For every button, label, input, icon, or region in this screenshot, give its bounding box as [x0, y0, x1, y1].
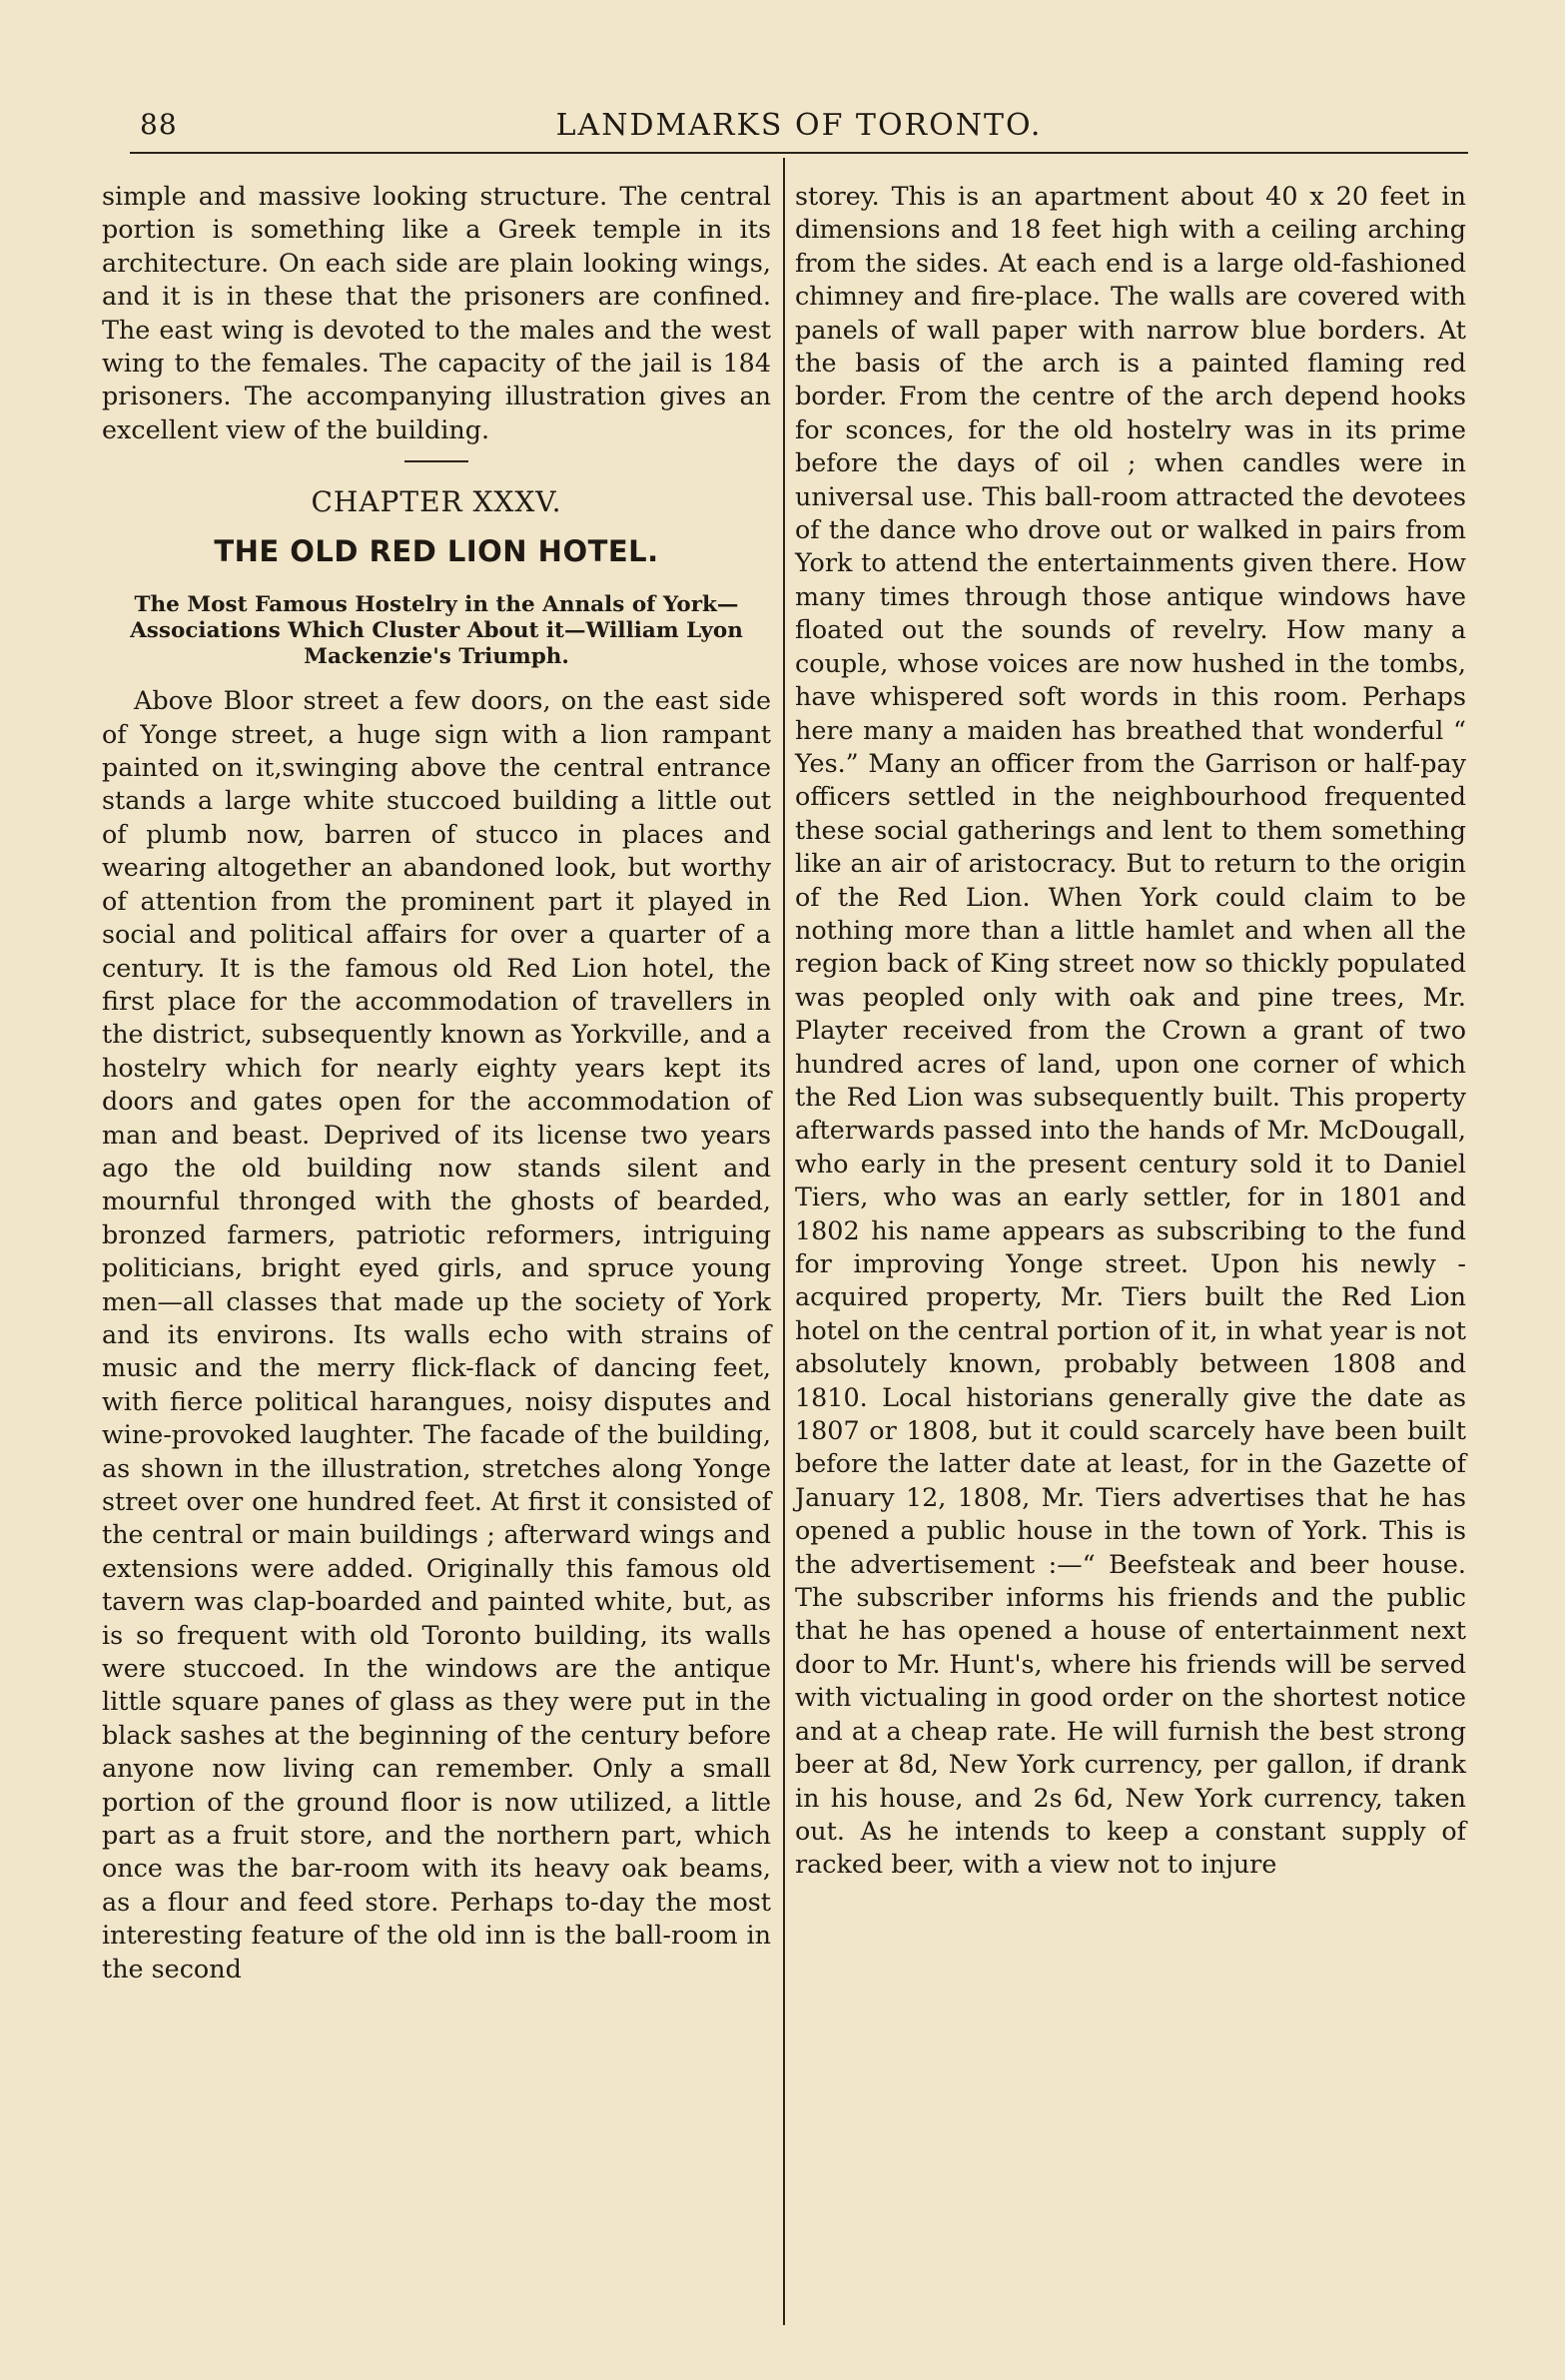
chapter-title: THE OLD RED LION HOTEL.: [214, 534, 659, 569]
right-column: [795, 180, 1466, 1882]
column-divider: [783, 158, 785, 2325]
chapter-heading: CHAPTER XXXV.: [311, 485, 562, 519]
body-paragraph: Above Bloor street a few doors, on the east side of Yonge street, a huge sign with a lion rampant painted on it,swinging above the central entrance stands a large white stuccoed building a little out of plumb now, barren of stucco in places and wearing altogether an abandoned look, but worthy of attention from the prominent part it played in social and political affairs for over a quarter of a century. It is the famous old Red Lion hotel, the first place for the accommodation of travellers in the district, subsequently known as Yorkville, and a hostelry which for nearly eighty years kept its doors and gates open for the accommodation of man and beast. Deprived of its license two years ago the old building now stands silent and mournful thronged with the ghosts of bearded, bronzed farmers, patriotic reformers, intriguing politicians, bright eyed girls, and spruce young men—all classes that made up the society of York and its environs. Its walls echo with strains of music and the merry flick-flack of dancing feet, with fierce political harangues, noisy disputes and wine-provoked laughter. The facade of the building, as shown in the illustration, stretches along Yonge street over one hundred feet. At first it consisted of the central or main buildings ; afterward wings and extensions were added. Originally this famous old tavern was clap-boarded and painted white, but, as is so frequent with old Toronto building, its walls were stuccoed. In the windows are the antique little square panes of glass as they were put in the black sashes at the beginning of the century before anyone now living can remember. Only a small portion of the ground floor is now utilized, a little part as a fruit store, and the northern part, which once was the bar-room with its heavy oak beams, as a flour and feed store. Perhaps to-day the most interesting feature of the old inn is the ball-room in the second: [102, 685, 771, 1983]
continuation-paragraph: storey. This is an apartment about 40 x 20 feet in dimensions and 18 feet high with a ceiling arching from the sides. At each end is a large old-fashioned chimney and fire-place. The walls are covered with panels of wall paper with narrow blue borders. At the basis of the arch is a painted flaming red border. From the centre of the arch depend hooks for sconces, for the old hostelry was in its prime before the days of oil ; when candles were in universal use. This ball-room attracted the devotees of the dance who drove out or walked in pairs from York to attend the entertainments given there. How many times through those antique windows have floated out the sounds of revelry. How many a couple, whose voices are now hushed in the tombs, have whispered soft words in this room. Perhaps here many a maiden has breathed that wonderful “ Yes.” Many an officer from the Garrison or half-pay officers settled in the neighbourhood frequented these social gatherings and lent to them something like an air of aristocracy. But to return to the origin of the Red Lion. When York could claim to be nothing more than a little hamlet and when all the region back of King street now so thickly populated was peopled only with oak and pine trees, Mr. Playter received from the Crown a grant of two hundred acres of land, upon one corner of which the Red Lion was subsequently built. This property afterwards passed into the hands of Mr. McDougall, who early in the present century sold it to Daniel Tiers, who was an early settler, for in 1801 and 1802 his name appears as subscribing to the fund for improving Yonge street. Upon his newly - acquired property, Mr. Tiers built the Red Lion hotel on the central portion of it, in what year is not absolutely known, probably between 1808 and 1810. Local historians generally give the date as 1807 or 1808, but it could scarcely have been built before the latter date at least, for in the Gazette of January 12, 1808, Mr. Tiers advertises that he has opened a public house in the town of York. This is the advertisement :—“ Beefsteak and beer house. The subscriber informs his friends and the public that he has opened a house of entertainment next door to Mr. Hunt's, where his friends will be served with victualing in good order on the shortest notice and at a cheap rate. He will furnish the best strong beer at 8d, New York currency, per gallon, if drank in his house, and 2s 6d, New York currency, taken out. As he intends to keep a constant supply of racked beer, with a view not to injure: [795, 181, 1466, 1880]
chapter-subtitle: The Most Famous Hostelry in the Annals of York—Associations Which Cluster About it—William Lyon Mackenzie's Triumph.: [130, 592, 743, 670]
header-rule: [130, 152, 1468, 154]
page-header: [130, 100, 1468, 150]
left-column: [102, 180, 771, 1985]
section-rule: [404, 460, 468, 462]
running-title: LANDMARKS OF TORONTO.: [555, 108, 1043, 143]
page-number: 88: [140, 108, 178, 141]
intro-paragraph: simple and massive looking structure. The central portion is something like a Greek temple in its architecture. On each side are plain looking wings, and it is in these that the prisoners are confined. The east wing is devoted to the males and the west wing to the females. The capacity of the jail is 184 prisoners. The accompanying illustration gives an excellent view of the building.: [102, 181, 771, 444]
